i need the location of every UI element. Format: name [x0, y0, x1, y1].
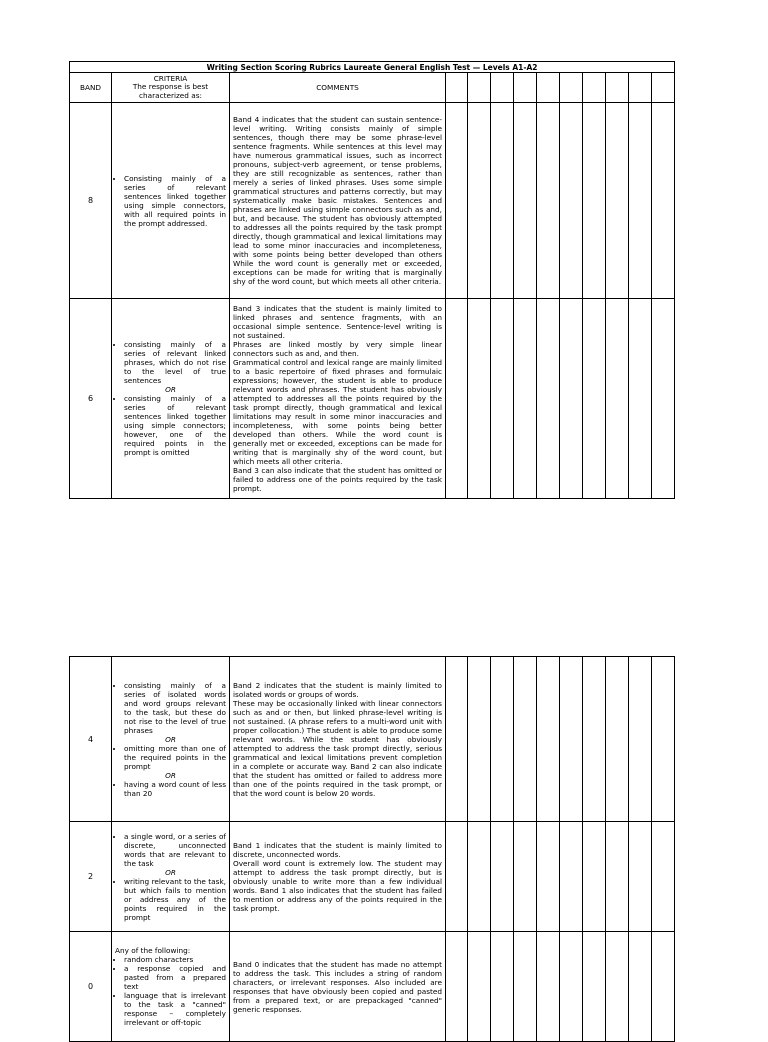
table-row [70, 657, 675, 822]
criteria-header [112, 73, 230, 103]
criteria-cell [112, 299, 230, 499]
comment-paragraph: Band 3 indicates that the student is mainly limited to linked phrases and sentence fragments, with an occasional simple sentence. Sentence-level writing is not sustained. [233, 304, 442, 340]
rubric-table-bottom [69, 656, 675, 1042]
criteria-cell [112, 822, 230, 932]
criteria-item: • random characters [124, 955, 226, 964]
criteria-cell [112, 103, 230, 299]
table-row [70, 103, 675, 299]
comments-cell [230, 822, 446, 932]
criteria-item: • consisting mainly of a series of relevant linked phrases, which do not rise to the level of true sentences [124, 340, 226, 385]
criteria-cell [112, 657, 230, 822]
comment-paragraph: Band 3 can also indicate that the student has omitted or failed to address one of the points required by the task prompt. [233, 466, 442, 493]
or-separator: OR [165, 385, 176, 394]
page-title: Writing Section Scoring Rubrics Laureate General English Test — Levels A1-A2 [70, 62, 675, 73]
comment-paragraph: Grammatical control and lexical range are mainly limited to a basic repertoire of fixed phrases and formulaic expressions; however, the student is able to produce relevant words and phrases. The student has obviously attempted to addresses all the points required by the task prompt directly, though grammatical and lexical limitations may result in some minor inaccuracies and incompleteness, with some points being better developed than others. While the word count is generally met or exceeded, exceptions can be made for writing that is marginally shy of the word count, but which meets all other criteria. [233, 358, 442, 466]
criteria-item: • Consisting mainly of a series of relevant sentences linked together using simple connectors, with all required points in the prompt addressed. [124, 174, 226, 228]
comments-header: COMMENTS [230, 73, 446, 103]
comment-paragraph: Phrases are linked mostly by very simple linear connectors such as and, and then. [233, 340, 442, 358]
band-header: BAND [70, 73, 112, 103]
band-value: 8 [70, 103, 112, 299]
comments-cell [230, 932, 446, 1042]
table-row [70, 822, 675, 932]
comments-cell [230, 299, 446, 499]
band-value: 0 [70, 932, 112, 1042]
or-separator: OR [165, 734, 176, 744]
comment-paragraph: Band 2 indicates that the student is mainly limited to isolated words or groups of words. [233, 680, 442, 699]
comment-paragraph: Band 4 indicates that the student can sustain sentence-level writing. Writing consists mainly of simple sentences, though there may be some phrase-level sentence fragments. While sentences at this level may have numerous grammatical issues, such as incorrect pronouns, subject-verb agreement, or tense problems, they are still recognizable as sentences, rather than merely a series of linked phrases. Uses some simple grammatical structures and patterns correctly, but may systematically make basic mistakes. Sentences and phrases are linked using simple connectors such as and, but, and because. The student has obviously attempted to addresses all the points required by the task prompt directly, though grammatical and lexical limitations may lead to some minor inaccuracies and incompleteness, with some points being better developed than others While the word count is generally met or exceeded, exceptions can be made for writing that is marginally shy of the word count, but which meets all other criteria. [233, 115, 442, 286]
band-value: 4 [70, 657, 112, 822]
criteria-item: • writing relevant to the task, but which fails to mention or address any of the points required in the prompt [124, 877, 226, 922]
criteria-intro: Any of the following: [115, 946, 191, 955]
table-row [70, 299, 675, 499]
criteria-item: • omitting more than one of the required points in the prompt [124, 744, 226, 771]
criteria-item: • consisting mainly of a series of relevant sentences linked together using simple connectors; however, one of the required points in the prompt is omitted [124, 394, 226, 457]
band-value: 2 [70, 822, 112, 932]
criteria-list [115, 340, 226, 457]
or-separator: OR [165, 770, 176, 780]
criteria-header-subtitle: The response is best characterized as: [132, 82, 209, 100]
criteria-header-title: CRITERIA [153, 73, 188, 83]
table-row [70, 932, 675, 1042]
or-separator: OR [165, 867, 176, 877]
criteria-item: • language that is irrelevant to the task a "canned" response – completely irrelevant or off-topic [124, 991, 226, 1027]
comments-cell [230, 103, 446, 299]
criteria-item: • consisting mainly of a series of isolated words and word groups relevant to the task, but these do not rise to the level of true phrases [124, 681, 226, 735]
criteria-list [115, 174, 226, 228]
criteria-list [115, 681, 226, 798]
comment-paragraph: These may be occasionally linked with linear connectors such as and or then, but linked phrase-level writing is not sustained. (A phrase refers to a multi-word unit with proper collocation.) The student is able to produce some relevant words. While the student has obviously attempted to address the task prompt directly, serious grammatical and lexical limitations prevent completion in a complete or accurate way. Band 2 can also indicate that the student has omitted or failed to address more than one of the points required in the task prompt, or that the word count is below 20 words. [233, 698, 442, 798]
comment-paragraph: Overall word count is extremely low. The student may attempt to address the task prompt directly, but is obviously unable to write more than a few individual words. Band 1 also indicates that the student has failed to mention or address any of the points required in the task prompt. [233, 858, 442, 913]
comment-paragraph: Band 1 indicates that the student is mainly limited to discrete, unconnected words. [233, 840, 442, 859]
band-value: 6 [70, 299, 112, 499]
criteria-item: • having a word count of less than 20 [124, 780, 226, 798]
rubric-table-top [69, 61, 675, 499]
criteria-list [115, 955, 226, 1027]
criteria-list [115, 832, 226, 922]
criteria-item: • a response copied and pasted from a prepared text [124, 964, 226, 991]
comments-cell [230, 657, 446, 822]
criteria-item: • a single word, or a series of discrete, unconnected words that are relevant to the task [124, 832, 226, 868]
criteria-cell [112, 932, 230, 1042]
comment-paragraph: Band 0 indicates that the student has made no attempt to address the task. This includes a string of random characters, or irrelevant responses. Also included are responses that have obviously been copied and pasted from a prepared text, or are prepackaged "canned" generic responses. [233, 959, 442, 1014]
